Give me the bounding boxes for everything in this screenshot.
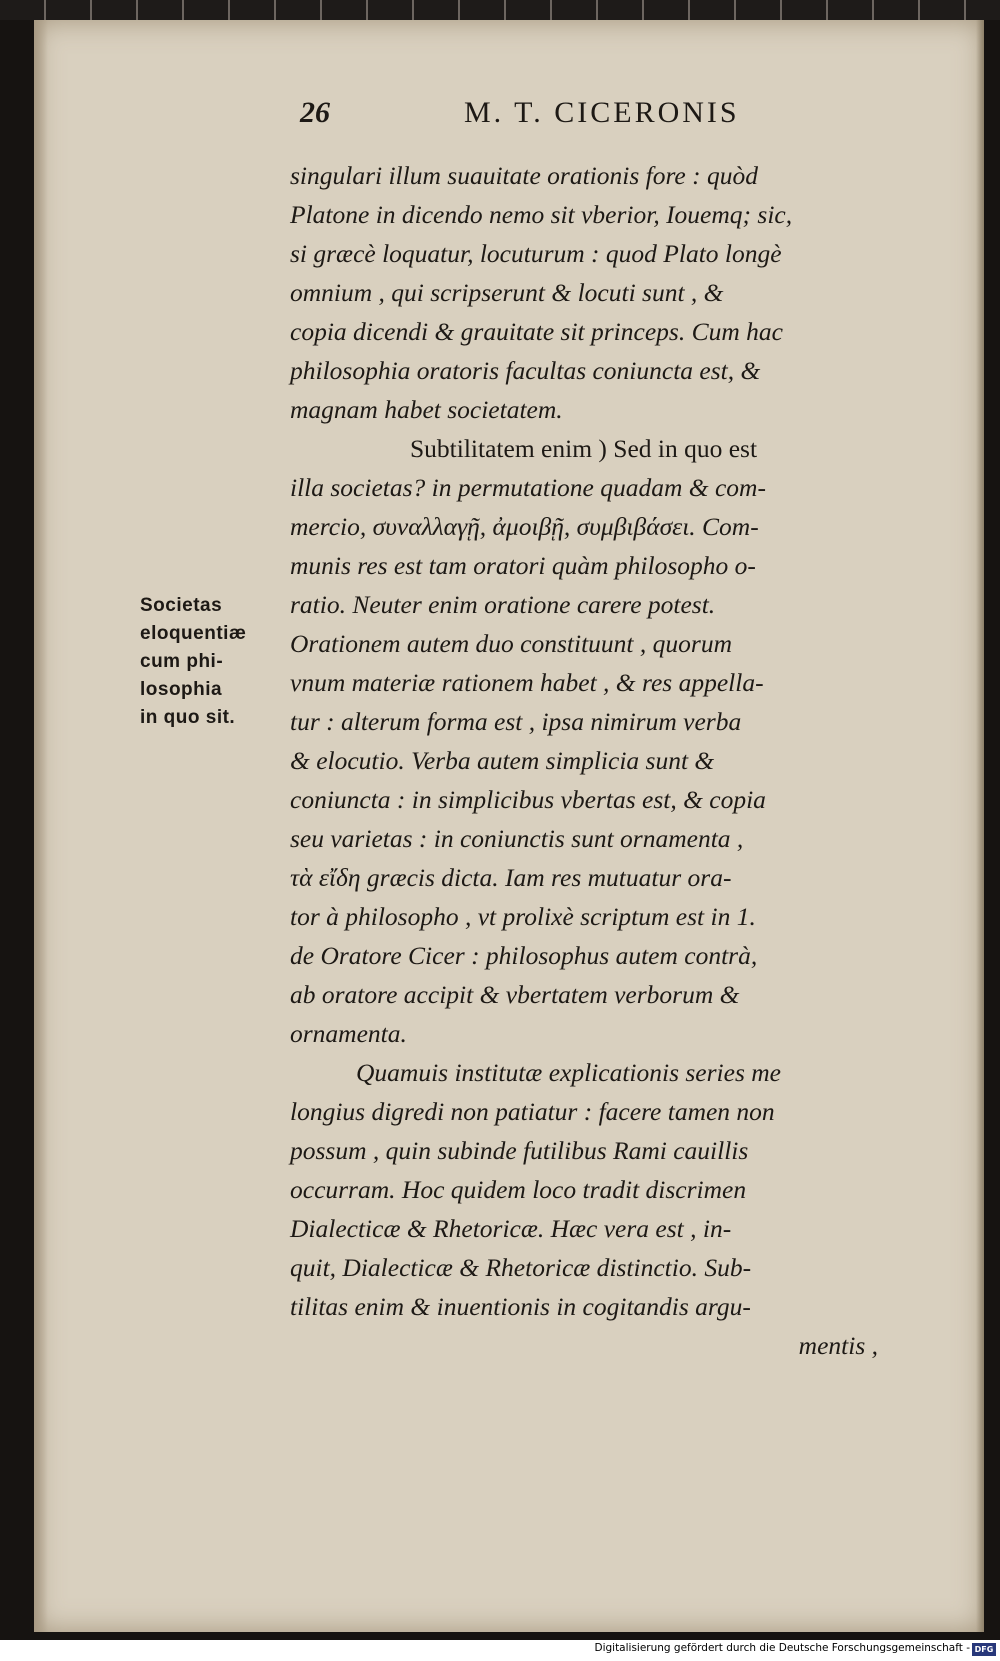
text-line: tilitas enim & inuentionis in cogitandis argu- (290, 1292, 751, 1321)
text-line: ab oratore accipit & vbertatem verborum & (290, 980, 740, 1009)
margin-note (140, 592, 300, 732)
margin-note-line: losophia (140, 679, 223, 700)
text-line: philosophia oratoris facultas coniuncta est, & (290, 356, 761, 385)
text-line: quit, Dialecticæ & Rhetoricæ distinctio. Sub- (290, 1253, 752, 1282)
catchword: mentis , (798, 1331, 878, 1360)
digitization-credit: Digitalisierung gefördert durch die Deutsche Forschungsgemeinschaft - (594, 1642, 970, 1654)
text-line: Orationem autem duo constituunt , quorum (290, 629, 732, 658)
dfg-logo: DFG (972, 1643, 996, 1656)
text-line: occurram. Hoc quidem loco tradit discrimen (290, 1175, 747, 1204)
text-line: longius digredi non patiatur : facere tamen non (290, 1097, 775, 1126)
running-title: M. T. CICERONIS (464, 96, 740, 129)
text-line: tur : alterum forma est , ipsa nimirum verba (290, 707, 742, 736)
margin-note-line: eloquentiæ (140, 623, 247, 644)
page-number: 26 (300, 96, 330, 129)
text-line: singulari illum suauitate orationis fore : quòd (290, 161, 758, 190)
text-line: si græcè loquatur, locuturum : quod Plato longè (290, 239, 782, 268)
text-line: Dialecticæ & Rhetoricæ. Hæc vera est , in- (290, 1214, 732, 1243)
text-line: Platone in dicendo nemo sit vberior, Iouemq; sic, (290, 200, 793, 229)
text-line: seu varietas : in coniunctis sunt ornamenta , (290, 824, 744, 853)
paragraph-start-line: Quamuis institutæ explicationis series me (356, 1058, 781, 1087)
text-line: de Oratore Cicer : philosophus autem contrà, (290, 941, 758, 970)
margin-note-line: in quo sit. (140, 707, 236, 728)
text-line: illa societas? in permutatione quadam & com- (290, 473, 766, 502)
text-line: & elocutio. Verba autem simplicia sunt & (290, 746, 715, 775)
text-line: τὰ εἴδη græcis dicta. Iam res mutuatur ora- (290, 863, 732, 892)
text-line: magnam habet societatem. (290, 395, 563, 424)
scan-ruler (0, 0, 1000, 20)
margin-note-line: cum phi- (140, 651, 224, 672)
text-line: omnium , qui scripserunt & locuti sunt , & (290, 278, 724, 307)
text-line: ratio. Neuter enim oratione carere potest. (290, 590, 716, 619)
text-line: coniuncta : in simplicibus vbertas est, & copia (290, 785, 766, 814)
text-line: ornamenta. (290, 1019, 407, 1048)
body-text (290, 156, 890, 1365)
text-line: possum , quin subinde futilibus Rami cauillis (290, 1136, 749, 1165)
text-line: vnum materiæ rationem habet , & res appella- (290, 668, 764, 697)
text-line: tor à philosopho , vt prolixè scriptum est in 1. (290, 902, 756, 931)
text-line: copia dicendi & grauitate sit princeps. Cum hac (290, 317, 783, 346)
text-line: mercio, συναλλαγῇ, ἀμοιβῇ, συμβιβάσει. Com- (290, 512, 759, 541)
text-line: munis res est tam oratori quàm philosopho o- (290, 551, 756, 580)
lemma-line: Subtilitatem enim ) Sed in quo est (410, 434, 758, 463)
footer-bar (0, 1640, 1000, 1661)
running-head (300, 96, 860, 136)
margin-note-line: Societas (140, 595, 223, 616)
